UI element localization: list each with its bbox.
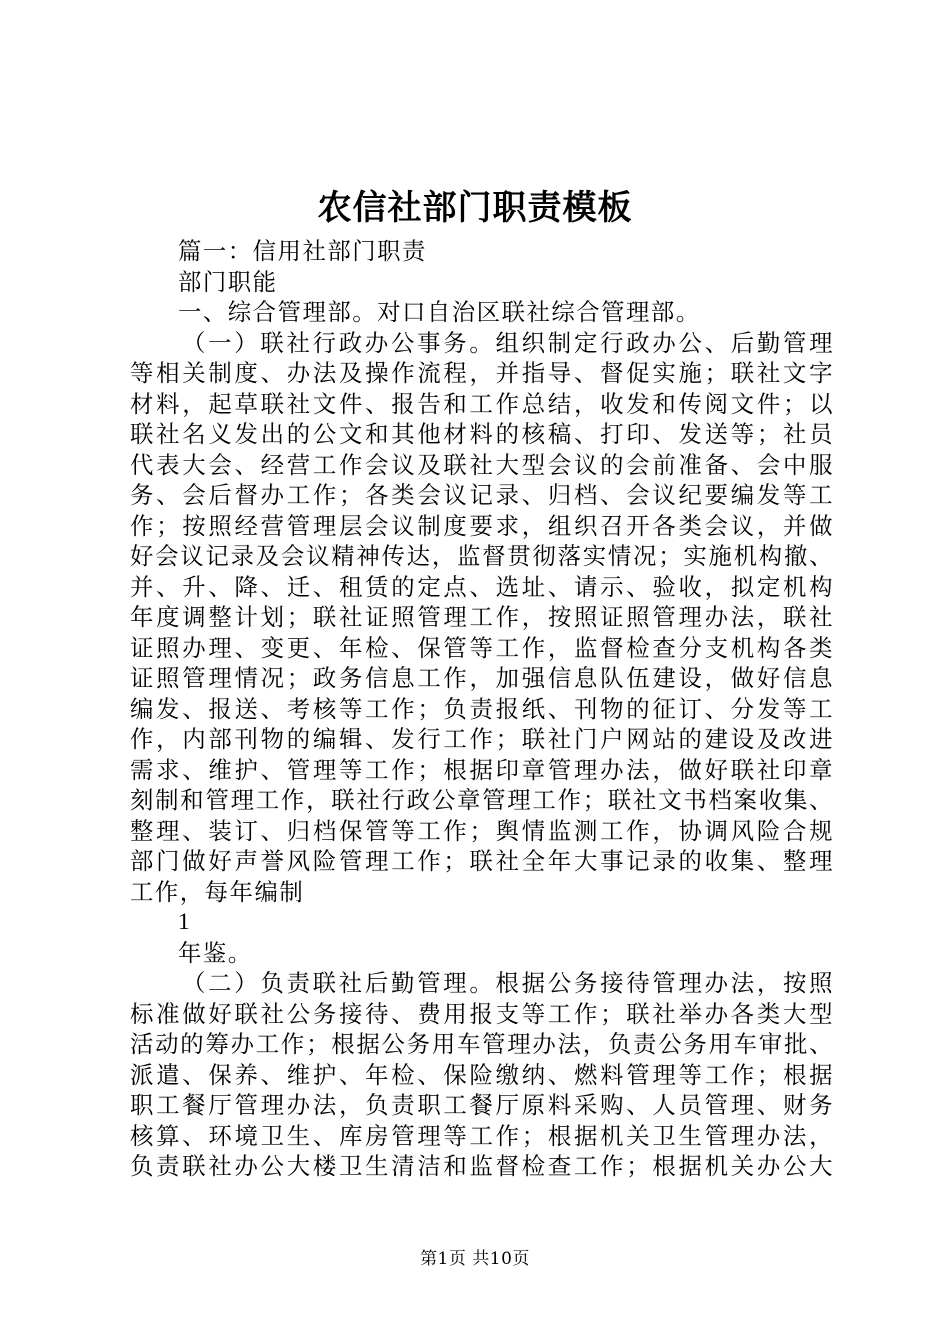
paragraph-line: 标准做好联社公务接待、费用报支等工作；联社举办各类大型 [130,999,834,1028]
paragraph-line: 并、升、降、迁、租赁的定点、选址、请示、验收，拟定机构 [130,572,834,601]
paragraph-line: （二）负责联社后勤管理。根据公务接待管理办法，按照 [182,969,834,997]
paragraph-line: 一、综合管理部。对口自治区联社综合管理部。 [178,298,701,326]
paragraph-line: 需求、维护、管理等工作；根据印章管理办法，做好联社印章 [130,755,834,784]
paragraph-line: 等相关制度、办法及操作流程，并指导、督促实施；联社文字 [130,359,834,387]
paragraph-line: 作；按照经营管理层会议制度要求，组织召开各类会议，并做 [130,511,834,540]
inline-page-number: 1 [178,909,190,935]
paragraph-line: 代表大会、经营工作会议及联社大型会议的会前准备、会中服 [130,450,834,479]
paragraph-line: 材料，起草联社文件、报告和工作总结，收发和传阅文件；以 [130,389,834,418]
paragraph-line: 作，内部刊物的编辑、发行工作；联社门户网站的建设及改进 [130,725,834,753]
paragraph-line: 编发、报送、考核等工作；负责报纸、刊物的征订、分发等工 [130,694,834,723]
paragraph-line: 整理、装订、归档保管等工作；舆情监测工作，协调风险合规 [130,816,834,845]
paragraph-line: 年度调整计划；联社证照管理工作，按照证照管理办法，联社 [130,603,834,631]
paragraph-line: 务、会后督办工作；各类会议记录、归档、会议纪要编发等工 [130,481,834,509]
paragraph-line: 核算、环境卫生、库房管理等工作；根据机关卫生管理办法， [130,1121,834,1150]
paragraph-line: 联社名义发出的公文和其他材料的核稿、打印、发送等；社员 [130,420,834,448]
paragraph-line: 年鉴。 [178,938,253,967]
paragraph-line: 部门做好声誉风险管理工作；联社全年大事记录的收集、整理 [130,847,834,875]
section-heading: 篇一：信用社部门职责 [178,237,427,265]
paragraph-line: 刻制和管理工作，联社行政公章管理工作；联社文书档案收集、 [130,786,834,814]
paragraph-line: 职工餐厅管理办法，负责职工餐厅原料采购、人员管理、财务 [130,1091,834,1119]
paragraph-line: 好会议记录及会议精神传达，监督贯彻落实情况；实施机构撤、 [130,542,834,570]
paragraph-line: 活动的筹办工作；根据公务用车管理办法，负责公务用车审批、 [130,1030,834,1058]
document-title: 农信社部门职责模板 [317,188,633,228]
document-body [130,236,834,1182]
paragraph-line: 证照办理、变更、年检、保管等工作，监督检查分支机构各类 [130,633,834,662]
paragraph-line: 负责联社办公大楼卫生清洁和监督检查工作；根据机关办公大 [130,1152,834,1180]
paragraph-line: 工作，每年编制 [130,877,305,906]
paragraph-line: 派遣、保养、维护、年检、保险缴纳、燃料管理等工作；根据 [130,1060,834,1089]
paragraph-line: 证照管理情况；政务信息工作，加强信息队伍建设，做好信息 [130,664,834,692]
paragraph-line: （一）联社行政办公事务。组织制定行政办公、后勤管理 [182,328,834,357]
subheading: 部门职能 [178,267,278,296]
page-footer: 第1页 共10页 [420,1249,530,1269]
